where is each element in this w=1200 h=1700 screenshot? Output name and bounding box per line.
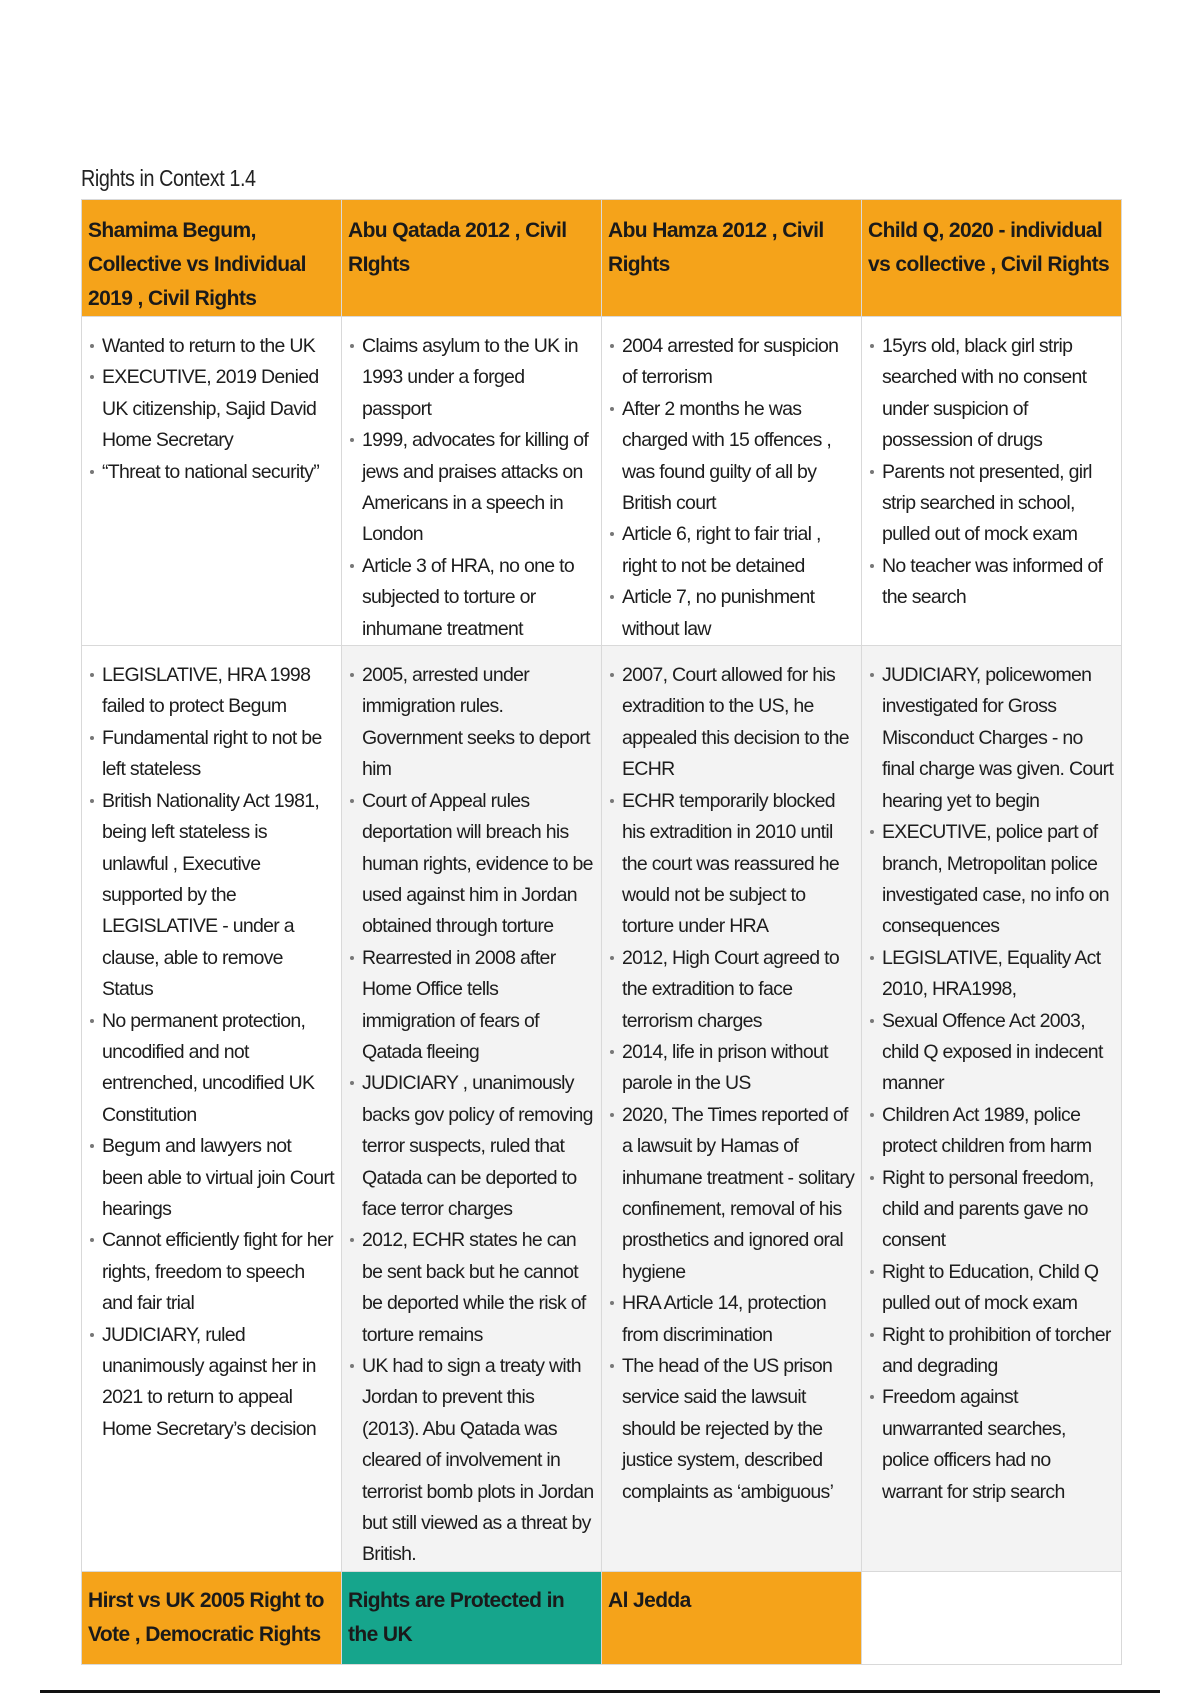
bullet-item: 15yrs old, black girl strip searched with no consent under suspicion of possession of drugs (882, 331, 1115, 457)
bullet-list (862, 646, 1121, 1508)
bullet-item: 2014, life in prison without parole in the US (622, 1037, 855, 1100)
bullet-item: Court of Appeal rules deportation will breach his human rights, evidence to be used against him in Jordan obtained through torture (362, 786, 595, 943)
bullet-item: The head of the US prison service said the lawsuit should be rejected by the justice system, described complaints as ‘ambiguous’ (622, 1351, 855, 1508)
bullet-item: Right to prohibition of torcher and degrading (882, 1320, 1115, 1383)
analysis-cell (82, 646, 342, 1572)
bullet-list (342, 317, 601, 645)
bullet-item: Rearrested in 2008 after Home Office tells immigration of fears of Qatada fleeing (362, 943, 595, 1069)
analysis-cell (342, 646, 602, 1572)
bullet-item: 2007, Court allowed for his extradition to the US, he appealed this decision to the ECHR (622, 660, 855, 786)
bullet-item: Cannot efficiently fight for her rights, freedom to speech and fair trial (102, 1225, 335, 1319)
bullet-list (342, 646, 601, 1571)
facts-cell (342, 317, 602, 646)
header-cell-child-q (862, 200, 1122, 317)
bullet-item: LEGISLATIVE, Equality Act 2010, HRA1998, (882, 943, 1115, 1006)
header-cell-abu-qatada (342, 200, 602, 317)
analysis-cell (862, 646, 1122, 1572)
footer-label: Al Jedda (608, 1588, 691, 1612)
facts-cell (82, 317, 342, 646)
bullet-list (82, 646, 341, 1445)
bullet-item: Wanted to return to the UK (102, 331, 335, 362)
header-label: Shamima Begum, Collective vs Individual 2019 , Civil Rights (88, 219, 306, 310)
facts-cell (862, 317, 1122, 646)
bullet-item: No permanent protection, uncodified and not entrenched, uncodified UK Constitution (102, 1006, 335, 1132)
header-cell-shamima-begum (82, 200, 342, 317)
bullet-item: JUDICIARY, policewomen investigated for Gross Misconduct Charges - no final charge was given. Court hearing yet to begin (882, 660, 1115, 817)
bullet-list (82, 317, 341, 488)
footer-label: Hirst vs UK 2005 Right to Vote , Democratic Rights (88, 1588, 324, 1646)
footer-cell-empty (862, 1571, 1122, 1664)
bullet-item: JUDICIARY , unanimously backs gov policy of removing terror suspects, ruled that Qatada can be deported to face terror charges (362, 1068, 595, 1225)
bullet-list (862, 317, 1121, 614)
header-label: Abu Hamza 2012 , Civil Rights (608, 219, 824, 276)
bullet-item: Claims asylum to the UK in 1993 under a forged passport (362, 331, 595, 425)
page-title: Rights in Context 1.4 (81, 165, 256, 191)
footer-row (82, 1571, 1122, 1664)
bottom-divider (40, 1690, 1160, 1693)
bullet-item: 2020, The Times reported of a lawsuit by Hamas of inhumane treatment - solitary confinement, removal of his prosthetics and ignored oral hygiene (622, 1100, 855, 1288)
bullet-item: 2012, High Court agreed to the extradition to face terrorism charges (622, 943, 855, 1037)
analysis-row (82, 646, 1122, 1572)
bullet-item: EXECUTIVE, police part of branch, Metropolitan police investigated case, no info on consequences (882, 817, 1115, 943)
bullet-item: Parents not presented, girl strip searched in school, pulled out of mock exam (882, 457, 1115, 551)
bullet-item: British Nationality Act 1981, being left stateless is unlawful , Executive supported by the LEGISLATIVE - under a clause, able to remove Status (102, 786, 335, 1006)
header-label: Abu Qatada 2012 , Civil RIghts (348, 219, 567, 276)
analysis-cell (602, 646, 862, 1572)
bullet-item: Freedom against unwarranted searches, police officers had no warrant for strip search (882, 1382, 1115, 1508)
bullet-item: 2004 arrested for suspicion of terrorism (622, 331, 855, 394)
bullet-item: Article 3 of HRA, no one to subjected to torture or inhumane treatment (362, 551, 595, 645)
footer-cell-rights-protected (342, 1571, 602, 1664)
header-label: Child Q, 2020 - individual vs collective , Civil Rights (868, 219, 1110, 276)
bullet-item: 2012, ECHR states he can be sent back but he cannot be deported while the risk of torture remains (362, 1225, 595, 1351)
footer-label: Rights are Protected in the UK (348, 1588, 565, 1646)
bullet-item: Children Act 1989, police protect children from harm (882, 1100, 1115, 1163)
facts-cell (602, 317, 862, 646)
bullet-item: LEGISLATIVE, HRA 1998 failed to protect Begum (102, 660, 335, 723)
bullet-item: Begum and lawyers not been able to virtual join Court hearings (102, 1131, 335, 1225)
bullet-list (602, 646, 861, 1508)
bullet-item: UK had to sign a treaty with Jordan to prevent this (2013). Abu Qatada was cleared of involvement in terrorist bomb plots in Jordan but still viewed as a threat by British. (362, 1351, 595, 1571)
header-cell-abu-hamza (602, 200, 862, 317)
footer-cell-hirst (82, 1571, 342, 1664)
footer-label (862, 1572, 1121, 1584)
header-row (82, 200, 1122, 317)
bullet-item: Article 7, no punishment without law (622, 582, 855, 645)
bullet-item: After 2 months he was charged with 15 offences , was found guilty of all by British court (622, 394, 855, 520)
bullet-item: No teacher was informed of the search (882, 551, 1115, 614)
bullet-item: Sexual Offence Act 2003, child Q exposed in indecent manner (882, 1006, 1115, 1100)
rights-table (81, 199, 1122, 1665)
bullet-item: Right to Education, Child Q pulled out of mock exam (882, 1257, 1115, 1320)
bullet-item: 2005, arrested under immigration rules. Government seeks to deport him (362, 660, 595, 786)
bullet-item: 1999, advocates for killing of jews and praises attacks on Americans in a speech in London (362, 425, 595, 551)
bullet-item: ECHR temporarily blocked his extradition in 2010 until the court was reassured he would not be subject to torture under HRA (622, 786, 855, 943)
bullet-item: HRA Article 14, protection from discrimination (622, 1288, 855, 1351)
bullet-item: Right to personal freedom, child and parents gave no consent (882, 1163, 1115, 1257)
bullet-item: Fundamental right to not be left stateless (102, 723, 335, 786)
facts-row (82, 317, 1122, 646)
bullet-list (602, 317, 861, 645)
bullet-item: Article 6, right to fair trial , right to not be detained (622, 519, 855, 582)
bullet-item: EXECUTIVE, 2019 Denied UK citizenship, Sajid David Home Secretary (102, 362, 335, 456)
footer-cell-al-jedda (602, 1571, 862, 1664)
bullet-item: “Threat to national security” (102, 457, 335, 488)
bullet-item: JUDICIARY, ruled unanimously against her in 2021 to return to appeal Home Secretary’s decision (102, 1320, 335, 1446)
